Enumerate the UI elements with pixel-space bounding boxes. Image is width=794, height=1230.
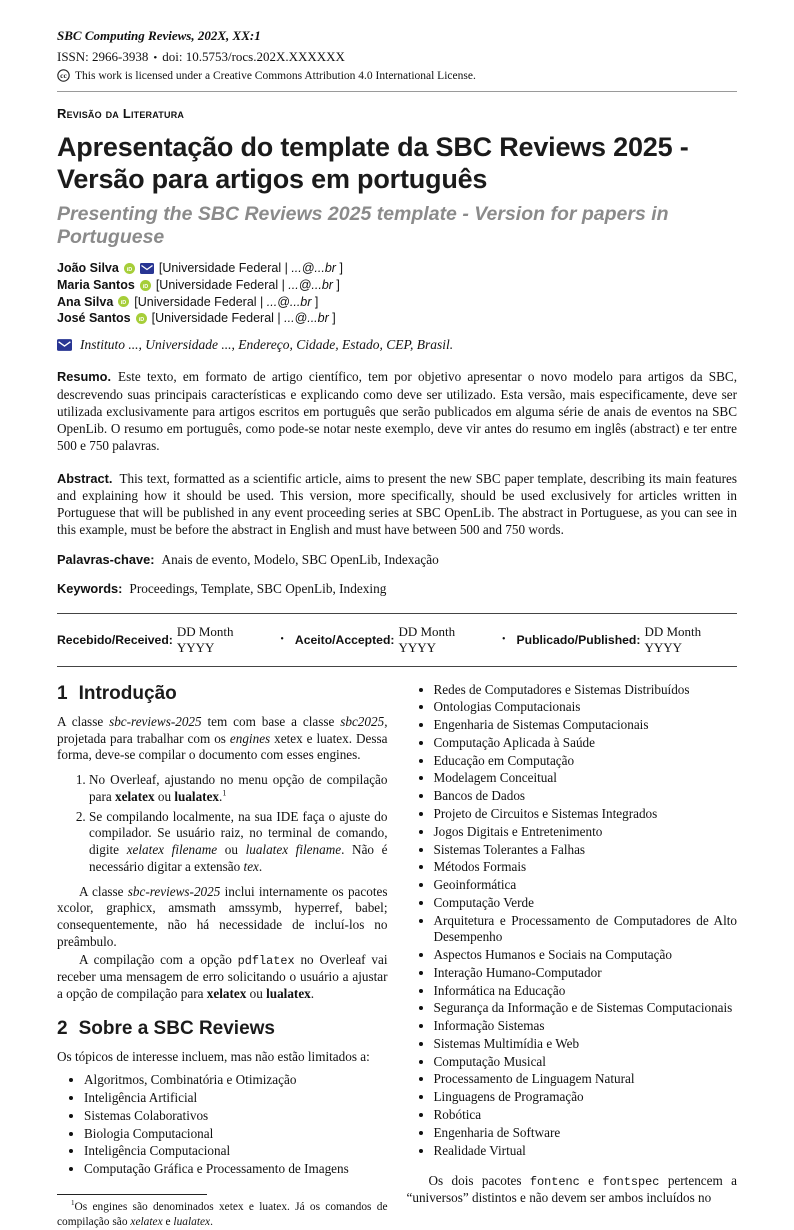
two-column-body bbox=[57, 682, 737, 1230]
section-title: Sobre a SBC Reviews bbox=[78, 1018, 275, 1040]
journal-title: SBC Computing Reviews, 202X, XX:1 bbox=[57, 28, 261, 43]
pdflatex-paragraph: A compilação com a opção pdflatex no Overleaf vai receber uma mensagem de erro solicitando o usuário a ajustar a opção de compilação para xelatex ou lualatex. bbox=[57, 951, 388, 1001]
keywords-pt-label: Palavras-chave: bbox=[57, 551, 155, 567]
accepted-label: Aceito/Accepted: bbox=[294, 632, 395, 647]
email-icon[interactable] bbox=[140, 263, 154, 274]
list-item: • Segurança da Informação e de Sistemas Computacionais bbox=[434, 1000, 738, 1017]
list-item: • Geoinformática bbox=[434, 877, 738, 894]
received-label: Recebido/Received: bbox=[57, 632, 173, 647]
author-affiliation: [Universidade Federal | ...@...br ] bbox=[158, 260, 343, 275]
author-name: Maria Santos bbox=[57, 277, 135, 292]
orcid-icon[interactable] bbox=[124, 263, 135, 274]
issn-doi-line bbox=[57, 49, 737, 65]
received-value: DD Month YYYY bbox=[176, 623, 234, 655]
svg-text:iD: iD bbox=[142, 283, 149, 290]
list-item: • Biologia Computacional bbox=[84, 1126, 388, 1143]
list-item: • Sistemas Multimídia e Web bbox=[434, 1036, 738, 1053]
list-item: • Ontologias Computacionais bbox=[434, 699, 738, 716]
footnote-text: $^1$Os engines são denominados xetex e luatex. Já os comandos de compilação são xelatex e lualatex. bbox=[57, 1199, 388, 1228]
list-item: • Inteligência Artificial bbox=[84, 1090, 388, 1107]
topics-intro: Os tópicos de interesse incluem, mas não estão limitados a: bbox=[57, 1049, 370, 1065]
svg-text:iD: iD bbox=[138, 317, 144, 324]
abstract-paragraph bbox=[57, 470, 737, 539]
intro-paragraph: A classe sbc-reviews-2025 tem com base a classe sbc2025, projetada para trabalhar com os engines xetex e luatex. Dessa forma, deve-se compilar o documento com esses engines. bbox=[57, 713, 388, 763]
orcid-icon[interactable] bbox=[140, 280, 151, 291]
affiliation-note bbox=[57, 337, 737, 353]
fontenc-paragraph: Os dois pacotes fontenc e fontspec pertencem a “universos” distintos e não devem ser ambos incluídos no bbox=[406, 1173, 737, 1206]
list-item: • Modelagem Conceitual bbox=[434, 770, 738, 787]
list-item: • Educação em Computação bbox=[434, 753, 738, 770]
list-item: 1. No Overleaf, ajustando no menu opção de compilação para xelatex ou lualatex.$^1$ bbox=[89, 772, 388, 806]
issn: ISSN: 2966-3938 bbox=[57, 49, 149, 64]
list-item: • Inteligência Computacional bbox=[84, 1143, 388, 1160]
topics-list-left bbox=[57, 1072, 388, 1178]
list-item: • Jogos Digitais e Entretenimento bbox=[434, 824, 738, 841]
list-item: • Interação Humano-Computador bbox=[434, 965, 738, 982]
topics-list-right bbox=[407, 682, 738, 1160]
section-title: Introdução bbox=[78, 682, 177, 704]
author-affiliation: [Universidade Federal | ...@...br ] bbox=[134, 294, 319, 309]
list-item: • Sistemas Tolerantes a Falhas bbox=[434, 842, 738, 859]
list-item: • Computação Gráfica e Processamento de Imagens bbox=[84, 1161, 388, 1178]
author-row bbox=[57, 310, 737, 327]
resumo-text: Este texto, em formato de artigo científico, tem por objetivo apresentar o novo modelo para artigos da SBC, descrevendo suas principais características e explicando como deve ser utilizado. Esta versão, mais especificamente, deve ser utilizada exclusivamente para artigos escritos em português que serão publicados em alguma série de anais de eventos na SBC OpenLib. O resumo em português, como pode-se notar neste exemplo, deve vir antes do resumo em inglês (abstract) e ter entre 500 e 750 palavras. bbox=[57, 369, 737, 454]
list-item: • Informação Sistemas bbox=[434, 1018, 738, 1035]
keywords-en-label: Keywords: bbox=[57, 580, 123, 596]
header-rule bbox=[57, 91, 737, 92]
author-affiliation: [Universidade Federal | ...@...br ] bbox=[155, 277, 340, 292]
doi: doi: 10.5753/rocs.202X.XXXXXX bbox=[162, 49, 345, 64]
footnote bbox=[57, 1194, 388, 1230]
list-item: • Métodos Formais bbox=[434, 859, 738, 876]
dates-bar bbox=[57, 613, 737, 667]
accepted-value: DD Month YYYY bbox=[398, 623, 456, 655]
license-text: This work is licensed under a Creative Commons Attribution 4.0 International License. bbox=[75, 69, 476, 82]
list-item: • Realidade Virtual bbox=[434, 1143, 738, 1160]
license-line bbox=[57, 69, 737, 82]
affiliation-text: Instituto ..., Universidade ..., Endereço, Cidade, Estado, CEP, Brasil. bbox=[80, 337, 454, 353]
list-item: • Computação Musical bbox=[434, 1054, 738, 1071]
right-column bbox=[407, 682, 738, 1230]
author-row bbox=[57, 260, 737, 277]
author-name: João Silva bbox=[57, 260, 119, 275]
author-name: José Santos bbox=[57, 311, 131, 326]
list-item: • Bancos de Dados bbox=[434, 788, 738, 805]
orcid-icon[interactable] bbox=[136, 313, 147, 324]
abstract-text: This text, formatted as a scientific article, aims to present the new SBC paper template, describing its main features and explaining how it should be used. This version, more specifically, should be used exclusively for articles written in Portuguese that will be published in any event proceeding series at SBC OpenLib. The abstract in Portuguese, as you can see in this example, must be before the abstract in English and must have between 500 and 750 words. bbox=[57, 470, 737, 538]
keywords-en-text: Proceedings, Template, SBC OpenLib, Indexing bbox=[129, 580, 387, 596]
published-label: Publicado/Published: bbox=[516, 632, 641, 647]
resumo-paragraph bbox=[57, 368, 737, 454]
list-item: • Arquitetura e Processamento de Computadores de Alto Desempenho bbox=[434, 913, 738, 947]
list-item: • Computação Aplicada à Saúde bbox=[434, 735, 738, 752]
author-row bbox=[57, 277, 737, 294]
creative-commons-icon bbox=[57, 69, 70, 82]
separator-dot: • bbox=[280, 634, 284, 646]
list-item: • Sistemas Colaborativos bbox=[84, 1108, 388, 1125]
list-item: • Aspectos Humanos e Sociais na Computação bbox=[434, 947, 738, 964]
packages-paragraph: A classe sbc-reviews-2025 inclui internamente os pacotes xcolor, graphicx, amsmath amssymb, hyperref, babel; consequentemente, não há necessidade de incluí-los no preâmbulo. bbox=[57, 883, 388, 949]
keywords-pt-text: Anais de evento, Modelo, SBC OpenLib, Indexação bbox=[161, 551, 439, 567]
list-item: • Algoritmos, Combinatória e Otimização bbox=[84, 1072, 388, 1089]
svg-text:iD: iD bbox=[126, 266, 133, 273]
author-list bbox=[57, 260, 737, 328]
list-item: • Linguagens de Programação bbox=[434, 1089, 738, 1106]
section-2-heading bbox=[57, 1017, 388, 1041]
list-item: • Redes de Computadores e Sistemas Distribuídos bbox=[434, 682, 738, 699]
compile-steps-list bbox=[57, 772, 388, 876]
list-item: • Processamento de Linguagem Natural bbox=[434, 1071, 738, 1088]
list-item: • Engenharia de Software bbox=[434, 1125, 738, 1142]
section-number: 2 bbox=[57, 1018, 68, 1040]
orcid-icon[interactable] bbox=[118, 296, 129, 307]
abstract-label: Abstract. bbox=[57, 470, 113, 486]
list-item: • Engenharia de Sistemas Computacionais bbox=[434, 717, 738, 734]
list-item: • Robótica bbox=[434, 1107, 738, 1124]
list-item: • Computação Verde bbox=[434, 895, 738, 912]
list-item: • Projeto de Circuitos e Sistemas Integrados bbox=[434, 806, 738, 823]
section-1-heading bbox=[57, 682, 388, 706]
left-column bbox=[57, 682, 388, 1230]
page-subtitle: Presenting the SBC Reviews 2025 template - Version for papers in Portuguese bbox=[57, 202, 669, 248]
running-header bbox=[57, 28, 737, 92]
footnote-rule bbox=[57, 1194, 207, 1195]
email-icon[interactable] bbox=[57, 339, 72, 351]
article-category-badge: Revisão da Literatura bbox=[57, 106, 185, 121]
author-affiliation: [Universidade Federal | ...@...br ] bbox=[151, 311, 336, 326]
separator-dot: • bbox=[502, 634, 506, 646]
section-number: 1 bbox=[57, 682, 68, 704]
keywords-en-line bbox=[57, 581, 737, 597]
svg-text:cc: cc bbox=[60, 71, 67, 81]
author-name: Ana Silva bbox=[57, 294, 114, 309]
published-value: DD Month YYYY bbox=[644, 623, 702, 655]
svg-text:iD: iD bbox=[121, 300, 127, 307]
page-title: Apresentação do template da SBC Reviews 2025 - Versão para artigos em português bbox=[57, 132, 689, 195]
separator-dot: • bbox=[153, 52, 158, 64]
list-item: 2. Se compilando localmente, na sua IDE faça o ajuste do compilador. Se usuário raiz, no terminal de comando, digite xelatex filename ou lualatex filename. Não é necessário digitar a extensão tex. bbox=[89, 809, 388, 876]
author-row bbox=[57, 294, 737, 311]
list-item: • Informática na Educação bbox=[434, 983, 738, 1000]
keywords-pt-line bbox=[57, 552, 737, 568]
resumo-label: Resumo. bbox=[57, 369, 112, 385]
